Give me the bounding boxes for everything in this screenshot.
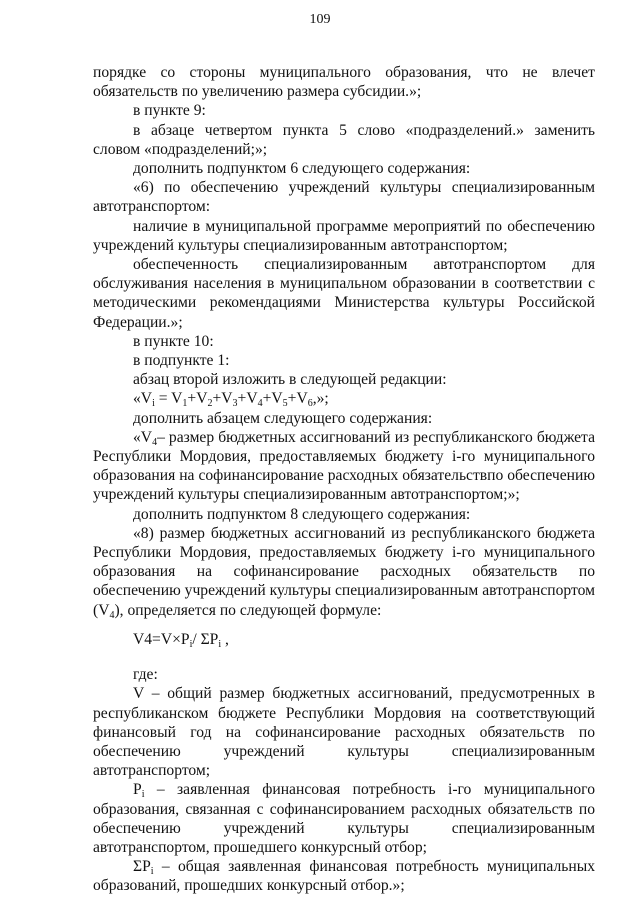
main-formula: $V4=V\times P_i/$ $\Sigma P_i$ , — [133, 630, 229, 650]
subpoint-8: «8) размер бюджетных ассигнований из республиканского бюджета Республики Мордовия, предоставляемых бюджету i-го муниципального образования на софинансирование расходных обязательств по обеспечению учреждений культуры специализированным автотранспортом $(V_4)$, определяется по следующей формуле: — [93, 524, 595, 621]
paragraph-9: в подпункте 1: — [133, 352, 230, 370]
where-label: где: — [133, 666, 158, 684]
paragraph-2: в пункте 9: — [133, 102, 206, 120]
definition-v: V – общий размер бюджетных ассигнований, предусмотренных в республиканском бюджете Республики Мордовия на соответствующий финансовый год на софинансирование расходных обязательств по обеспечению учреждений культуры специализированным автотранспортом; — [93, 685, 595, 780]
page-number: 109 — [309, 12, 331, 27]
definition-pi: $P_i$ – заявленная финансовая потребность i-го муниципального образования, связанная с софинансированием расходных обязательств по обеспечению учреждений культуры специализированным автотранспортом, прошедшего конкурсный отбор; — [93, 781, 595, 856]
paragraph-11: дополнить абзацем следующего содержания: — [133, 409, 433, 427]
paragraph-10: абзац второй изложить в следующей редакции: — [133, 371, 447, 389]
formula-v-sum: «$V_i = V_1+V_2+V_3+V_4+V_5+V_6$,»; — [133, 390, 329, 410]
paragraph-6: наличие в муниципальной программе мероприятий по обеспечению учреждений культуры специализированным автотранспортом; — [93, 217, 595, 254]
v4-definition: «$V_4-$ размер бюджетных ассигнований из республиканского бюджета Республики Мордовия, предоставляемых бюджету i-го муниципального образования на софинансирование расходных обязательствпо обеспечению учреждений культуры специализированным автотранспортом;»; — [93, 428, 595, 504]
paragraph-12: дополнить подпунктом 8 следующего содержания: — [133, 505, 471, 523]
paragraph-3: в абзаце четвертом пункта 5 слово «подразделений.» заменить словом «подразделений;»; — [93, 121, 595, 158]
document-body — [93, 63, 595, 896]
paragraph-1: порядке со стороны муниципального образования, что не влечет обязательств по увеличению размера субсидии.»; — [93, 64, 595, 101]
definition-sum-pi: $\Sigma P_i$ – общая заявленная финансовая потребность муниципальных образований, прошедших конкурсный отбор.»; — [93, 858, 595, 895]
paragraph-5: «6) по обеспечению учреждений культуры специализированным автотранспортом: — [93, 179, 595, 216]
paragraph-7: обеспеченность специализированным автотранспортом для обслуживания населения в муниципальном образовании в соответствии с методическими рекомендациями Министерства культуры Российской Федерации.»; — [93, 256, 595, 331]
paragraph-8: в пункте 10: — [133, 332, 214, 350]
paragraph-4: дополнить подпунктом 6 следующего содержания: — [133, 160, 471, 178]
